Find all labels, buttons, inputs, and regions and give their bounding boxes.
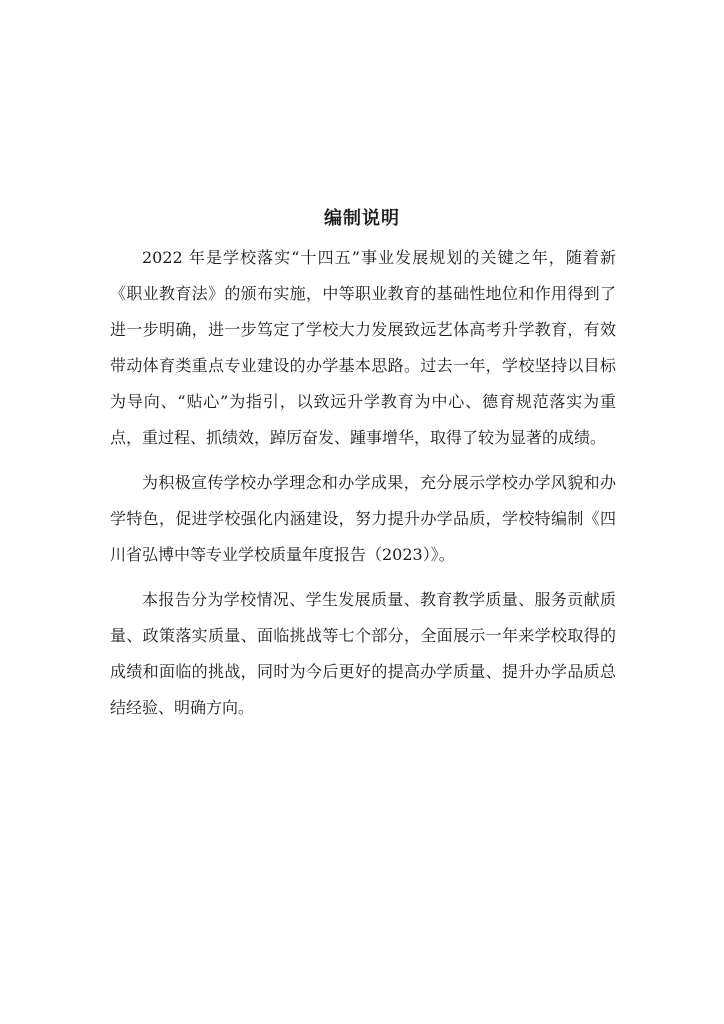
document-body	[110, 240, 616, 735]
document-title: 编制说明	[324, 208, 400, 229]
paragraph-intro: 2022 年是学校落实“十四五”事业发展规划的关键之年，随着新《职业教育法》的颁布实施，中等职业教育的基础性地位和作用得到了进一步明确，进一步笃定了学校大力发展致远艺体高考升学教育，有效带动体育类重点专业建设的办学基本思路。过去一年，学校坚持以目标为导向、“贴心”为指引，以致远升学教育为中心、德育规范落实为重点，重过程、抓绩效，踔厉奋发、踵事增华，取得了较为显著的成绩。	[110, 248, 616, 447]
paragraph-structure: 本报告分为学校情况、学生发展质量、教育教学质量、服务贡献质量、政策落实质量、面临挑战等七个部分，全面展示一年来学校取得的成绩和面临的挑战，同时为今后更好的提高办学质量、提升办学品质总结经验、明确方向。	[110, 590, 616, 717]
paragraph-purpose: 为积极宣传学校办学理念和办学成果，充分展示学校办学风貌和办学特色，促进学校强化内涵建设，努力提升办学品质，学校特编制《四川省弘博中等专业学校质量年度报告（2023）》。	[110, 473, 616, 564]
